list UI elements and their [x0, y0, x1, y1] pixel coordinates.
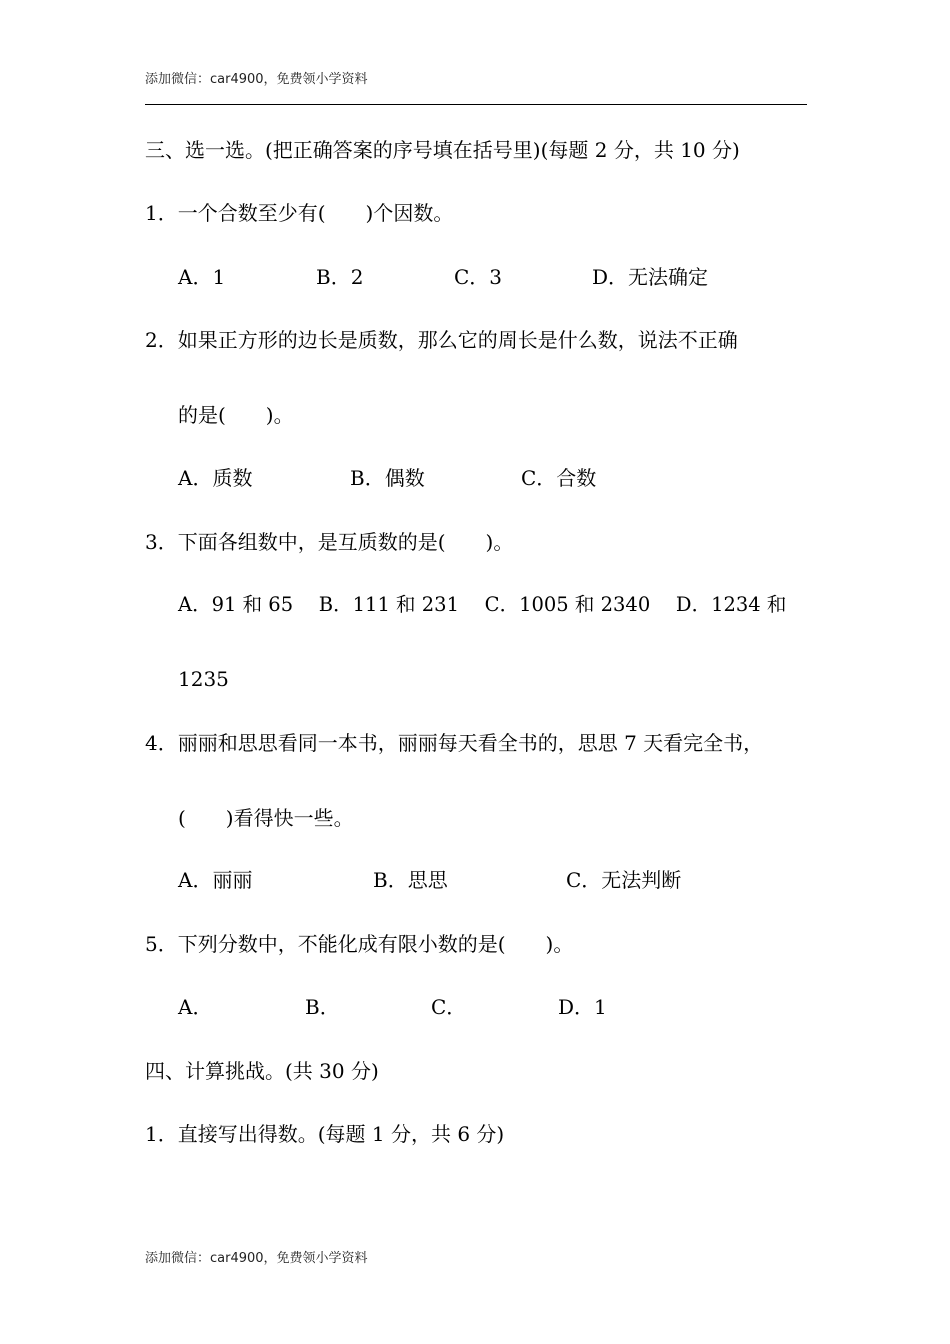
header-watermark: 添加微信：car4900，免费领小学资料 — [145, 72, 368, 87]
q4-stem-line1: 4．丽丽和思思看同一本书，丽丽每天看全书的，思思 7 天看完全书， — [145, 731, 764, 755]
q5-stem: 5．下列分数中，不能化成有限小数的是( )。 — [145, 932, 574, 956]
q3-options-line1: A．91 和 65 B．111 和 231 C．1005 和 2340 D．1234 和 — [178, 593, 787, 616]
section3-heading: 三、选一选。(把正确答案的序号填在括号里)(每题 2 分，共 10 分) — [145, 138, 740, 162]
q4-stem-line2: ( )看得快一些。 — [178, 806, 354, 830]
q2-option-a: A．质数 — [178, 466, 253, 490]
q4-option-c: C．无法判断 — [566, 868, 682, 892]
q5-option-b: B． — [305, 995, 340, 1019]
header-divider — [145, 104, 807, 105]
q1-option-d: D．无法确定 — [592, 265, 709, 289]
q1-option-c: C．3 — [454, 265, 503, 289]
q3-stem: 3．下面各组数中，是互质数的是( )。 — [145, 530, 514, 554]
section4-q1-stem: 1．直接写出得数。(每题 1 分，共 6 分) — [145, 1122, 505, 1146]
q1-stem: 1．一个合数至少有( )个因数。 — [145, 201, 454, 225]
footer-watermark: 添加微信：car4900，免费领小学资料 — [145, 1251, 368, 1266]
q2-option-c: C．合数 — [521, 466, 597, 490]
q2-option-b: B．偶数 — [350, 466, 425, 490]
q4-option-a: A．丽丽 — [178, 868, 253, 892]
q3-options-line2: 1235 — [178, 667, 229, 691]
q1-option-a: A．1 — [178, 265, 226, 289]
q5-option-d: D．1 — [558, 995, 607, 1019]
q1-option-b: B．2 — [316, 265, 364, 289]
q4-option-b: B．思思 — [373, 868, 448, 892]
q2-stem-line1: 2．如果正方形的边长是质数，那么它的周长是什么数，说法不正确 — [145, 328, 738, 352]
q5-option-c: C． — [431, 995, 467, 1019]
section4-heading: 四、计算挑战。(共 30 分) — [145, 1059, 379, 1083]
q2-stem-line2: 的是( )。 — [178, 403, 294, 427]
q5-option-a: A． — [178, 995, 213, 1019]
